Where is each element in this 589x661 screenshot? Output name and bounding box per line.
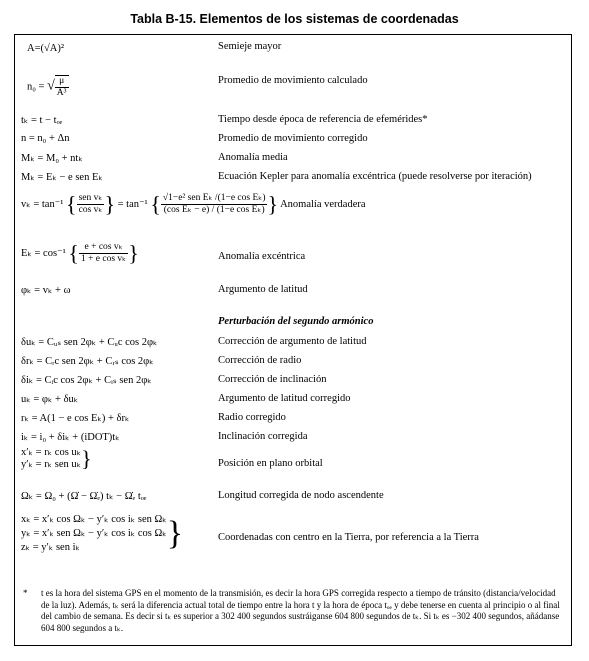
formula-uk: uₖ = φₖ + δuₖ [21,394,79,405]
footnote-text: t es la hora del sistema GPS en el momento de la transmisión, es decir la hora GPS corregida respecto a tiempo de tránsito (distancia/velocidad de la luz). Además, tₖ será la diferencia actual total de tiempo entre la hora t y la hora de época tₒₑ y debe tenerse en cuenta al principio o al final del cambio de semana. Es decir si tₖ es superior a 302 400 segundos sustráiganse 604 800 segundos de tₖ. Si tₖ es −302 400 segundos, añádanse 604 800 segundos a tₖ. [41,588,560,633]
vk-f2-num: √1−e² sen Eₖ /(1−e cos Eₖ) [162,193,266,203]
vk-f2-den: (cos Eₖ − e) / (1−e cos Eₖ) [163,205,265,215]
formula-mk: Mₖ = M₀ + ntₖ [21,153,83,164]
formula-di: δiₖ = Cᵢc cos 2φₖ + Cᵢₛ sen 2φₖ [21,375,152,386]
orbital-line-2: y′ₖ = rₖ sen uₖ [21,459,82,470]
vk-mid: = tan⁻¹ [117,198,148,210]
desc-semieje: Semieje mayor [218,41,282,52]
desc-ek: Anomalía excéntrica [218,251,306,262]
desc-vk: Anomalía verdadera [280,198,366,210]
vk-f1-num: sen vₖ [78,193,103,203]
desc-kepler: Ecuación Kepler para anomalía excéntrica (puede resolverse por iteración) [218,171,532,182]
sqrt-icon: √ [47,78,55,94]
earth-line-1: xₖ = x′ₖ cos Ωₖ − y′ₖ cos iₖ sen Ωₖ [21,514,167,525]
desc-earth: Coordenadas con centro en la Tierra, por referencia a la Tierra [218,532,479,543]
formula-dr: δrₖ = Cᵣc sen 2φₖ + Cᵣₛ cos 2φₖ [21,356,154,367]
formula-omega: Ωₖ = Ω₀ + (Ω̇ − Ω̇ₑ) tₖ − Ω̇ₑ tₒₑ [21,491,147,502]
desc-n: Promedio de movimiento corregido [218,133,368,144]
desc-du: Corrección de argumento de latitud [218,336,367,347]
left-brace-icon: { [66,191,77,217]
formula-vk [21,193,366,216]
desc-n0: Promedio de movimiento calculado [218,75,368,86]
footnote-star: * [23,588,28,598]
table-frame [14,34,572,646]
formula-earth [21,513,183,555]
right-brace-icon: } [267,191,279,217]
desc-rk: Radio corregido [218,412,286,423]
desc-dr: Corrección de radio [218,355,302,366]
right-brace-icon: } [128,240,139,266]
desc-mk: Anomalía media [218,152,288,163]
perturbation-header: Perturbación del segundo armónico [218,316,374,327]
formula-kepler: Mₖ = Eₖ − e sen Eₖ [21,172,103,183]
vk-f1-den: cos vₖ [78,205,103,215]
formula-orbital [21,447,92,471]
desc-omega: Longitud corregida de nodo ascendente [218,490,384,501]
left-brace-icon: { [68,240,79,266]
n0-den: A³ [56,88,67,98]
formula-du: δuₖ = Cᵤₛ sen 2φₖ + Cᵤc cos 2φₖ [21,337,158,348]
formula-n: n = n₀ + Δn [21,133,70,144]
right-brace-icon: } [166,515,184,552]
vk-left: vₖ = tan⁻¹ [21,198,64,210]
desc-orbital: Posición en plano orbital [218,458,323,469]
table-title: Tabla B-15. Elementos de los sistemas de coordenadas [130,12,459,26]
orbital-line-1: x′ₖ = rₖ cos uₖ [21,447,82,458]
n0-num: μ [55,76,69,88]
desc-tk: Tiempo desde época de referencia de efemérides* [218,114,428,125]
n0-left: n₀ = [27,81,45,93]
formula-n0 [27,75,69,99]
formula-phik: φₖ = vₖ + ω [21,285,71,296]
ek-num: e + cos vₖ [79,242,128,254]
formula-ek [21,242,139,265]
right-brace-icon: } [104,191,116,217]
formula-ik: iₖ = i₀ + δiₖ + (iDOT)tₖ [21,432,120,443]
earth-line-2: yₖ = x′ₖ sen Ωₖ − y′ₖ cos iₖ cos Ωₖ [21,528,167,539]
ek-den: 1 + e cos vₖ [80,254,127,264]
ek-left: Eₖ = cos⁻¹ [21,247,66,259]
formula-tk: tₖ = t − tₒₑ [21,115,63,126]
right-brace-icon: } [81,446,92,471]
desc-di: Corrección de inclinación [218,374,327,385]
left-brace-icon: { [150,191,161,217]
desc-ik: Inclinación corregida [218,431,308,442]
desc-uk: Argumento de latitud corregido [218,393,351,404]
desc-phik: Argumento de latitud [218,284,308,295]
formula-semieje: A=(√A)² [27,43,64,54]
earth-line-3: zₖ = y′ₖ sen iₖ [21,542,80,553]
formula-rk: rₖ = A(1 − e cos Eₖ) + δrₖ [21,413,130,424]
